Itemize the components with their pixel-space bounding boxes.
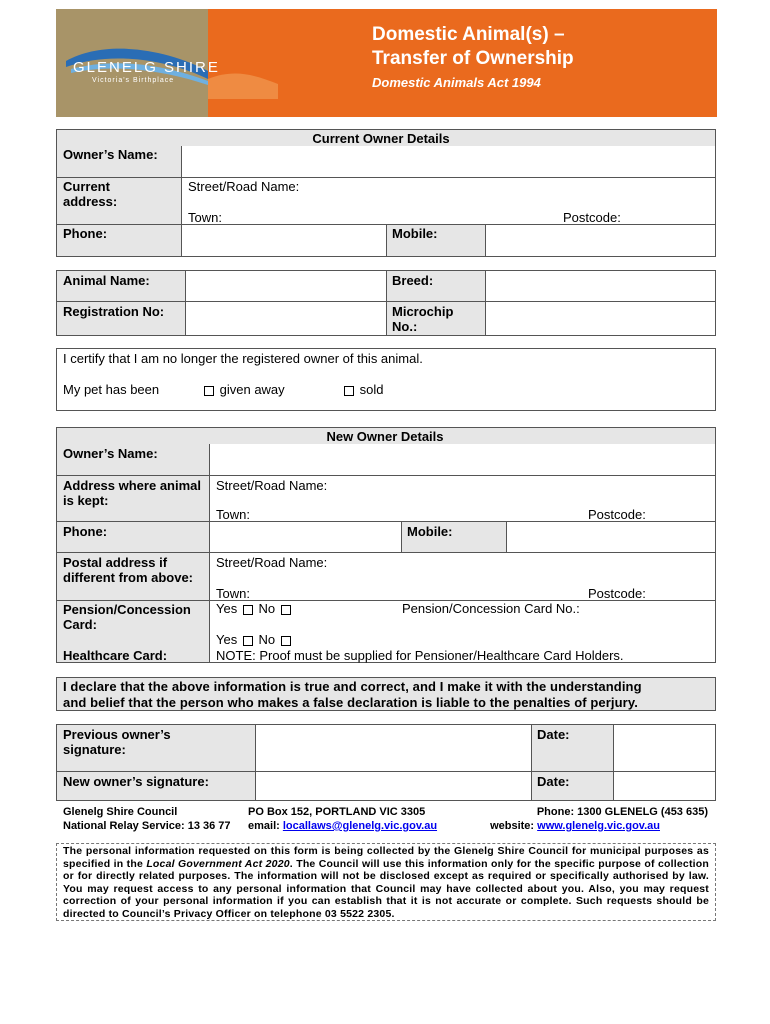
footer-council: Glenelg Shire Council <box>63 806 178 818</box>
current-town-label: Town: <box>188 210 222 225</box>
breed-label: Breed: <box>392 273 434 288</box>
healthcare-yes-label: Yes <box>216 632 238 647</box>
new-address-field[interactable] <box>210 476 715 520</box>
brand-tagline: Victoria's Birthplace <box>92 77 175 84</box>
current-mobile-label: Mobile: <box>392 226 438 241</box>
previous-date-field[interactable] <box>614 726 715 770</box>
current-address-label: Current address: <box>63 179 118 209</box>
new-owner-name-label: Owner’s Name: <box>63 446 158 461</box>
page-title-line1: Domestic Animal(s) – <box>372 24 565 45</box>
website-link[interactable]: www.glenelg.vic.gov.au <box>537 820 660 832</box>
microchip-label: Microchip No.: <box>392 304 454 334</box>
divider <box>386 271 387 335</box>
current-phone-field[interactable] <box>182 225 385 255</box>
new-owner-name-field[interactable] <box>210 445 715 474</box>
new-owner-title: New Owner Details <box>326 429 444 444</box>
pension-no-label: No <box>258 601 276 616</box>
new-mobile-field[interactable] <box>507 522 715 551</box>
breed-field[interactable] <box>486 272 715 300</box>
new-mobile-label: Mobile: <box>407 524 453 539</box>
pet-status-label: My pet has been <box>63 382 160 397</box>
pension-no-checkbox[interactable] <box>281 605 291 615</box>
divider <box>386 224 387 256</box>
healthcare-yes-checkbox[interactable] <box>243 636 253 646</box>
given-away-label: given away <box>219 382 285 397</box>
current-mobile-field[interactable] <box>486 225 715 255</box>
declaration-line2: and belief that the person who makes a false declaration is liable to the penalties of perjury. <box>63 695 638 710</box>
new-postcode-label: Postcode: <box>588 507 646 522</box>
postal-address-field[interactable] <box>210 553 715 599</box>
microchip-field[interactable] <box>486 302 715 334</box>
postal-postcode-label: Postcode: <box>588 586 646 601</box>
divider <box>531 725 532 800</box>
new-town-label: Town: <box>216 507 250 522</box>
new-phone-label: Phone: <box>63 524 108 539</box>
new-phone-field[interactable] <box>210 522 400 551</box>
previous-date-label: Date: <box>537 727 570 742</box>
footer-email <box>248 819 437 833</box>
pension-card-no-label: Pension/Concession Card No.: <box>402 601 580 616</box>
proof-note: NOTE: Proof must be supplied for Pensioner/Healthcare Card Holders. <box>216 648 624 663</box>
current-street-label: Street/Road Name: <box>188 179 300 194</box>
current-postcode-label: Postcode: <box>563 210 621 225</box>
current-owner-name-label: Owner’s Name: <box>63 147 158 162</box>
new-street-label: Street/Road Name: <box>216 478 328 493</box>
sold-checkbox[interactable] <box>344 386 354 396</box>
pension-label: Pension/Concession Card: <box>63 602 191 632</box>
privacy-part1: The personal information requested on this form is being collected by the Glenelg Shire Council for municipal purposes as specified in the <box>63 845 709 870</box>
current-owner-name-field[interactable] <box>182 147 715 176</box>
healthcare-no-label: No <box>258 632 276 647</box>
footer-po-box: PO Box 152, PORTLAND VIC 3305 <box>248 806 426 818</box>
page-title-line2: Transfer of Ownership <box>372 48 574 69</box>
new-owner-signature-label: New owner’s signature: <box>63 774 209 789</box>
postal-street-label: Street/Road Name: <box>216 555 328 570</box>
pension-options <box>216 601 293 616</box>
divider <box>401 521 402 552</box>
healthcare-no-checkbox[interactable] <box>281 636 291 646</box>
pension-card-no-field[interactable] <box>600 601 714 617</box>
current-address-field[interactable] <box>182 178 715 223</box>
declaration-line1: I declare that the above information is true and correct, and I make it with the understanding <box>63 679 642 694</box>
previous-owner-signature-label: Previous owner’s signature: <box>63 727 171 757</box>
website-label: website: <box>490 820 535 832</box>
new-owner-signature-field[interactable] <box>256 772 530 800</box>
footer-phone: Phone: 1300 GLENELG (453 635) <box>536 806 708 818</box>
given-away-checkbox[interactable] <box>204 386 214 396</box>
declaration-box <box>56 677 716 711</box>
footer-relay: National Relay Service: 13 36 77 <box>63 820 231 832</box>
certify-statement: I certify that I am no longer the registered owner of this animal. <box>63 351 423 366</box>
previous-owner-signature-field[interactable] <box>256 726 530 770</box>
animal-name-label: Animal Name: <box>63 273 150 288</box>
pension-yes-checkbox[interactable] <box>243 605 253 615</box>
new-date-field[interactable] <box>614 772 715 800</box>
pension-yes-label: Yes <box>216 601 238 616</box>
privacy-statement <box>56 843 716 921</box>
given-away-option[interactable] <box>202 382 285 397</box>
healthcare-options <box>216 632 293 647</box>
postal-town-label: Town: <box>216 586 250 601</box>
footer-website <box>470 819 660 833</box>
registration-label: Registration No: <box>63 304 165 319</box>
sold-option[interactable] <box>342 382 383 397</box>
animal-name-field[interactable] <box>186 272 385 300</box>
healthcare-label: Healthcare Card: <box>63 648 168 663</box>
current-phone-label: Phone: <box>63 226 108 241</box>
email-link[interactable]: locallaws@glenelg.vic.gov.au <box>282 820 438 832</box>
brand-name: GLENELG SHIRE <box>73 59 220 76</box>
privacy-act: Local Government Act 2020 <box>146 857 290 870</box>
registration-field[interactable] <box>186 302 385 334</box>
postal-address-label: Postal address if different from above: <box>63 555 194 585</box>
new-address-label: Address where animal is kept: <box>63 478 201 508</box>
email-label: email: <box>248 820 280 832</box>
new-date-label: Date: <box>537 774 570 789</box>
page-subtitle: Domestic Animals Act 1994 <box>372 75 541 90</box>
privacy-part2: . The Council will use this information only for the specific purpose of collection or for directly related purposes. The information will not be disclosed except as required or specifically authorised by law. You may request access to any personal information that Council may have collected about you. Also, you may request correction of your personal information if you can establish that it is not accurate or complete. Such requests should be directed to Council’s Privacy Officer on telephone 03 5522 2305. <box>63 857 709 920</box>
sold-label: sold <box>359 382 384 397</box>
current-owner-title: Current Owner Details <box>312 131 450 146</box>
